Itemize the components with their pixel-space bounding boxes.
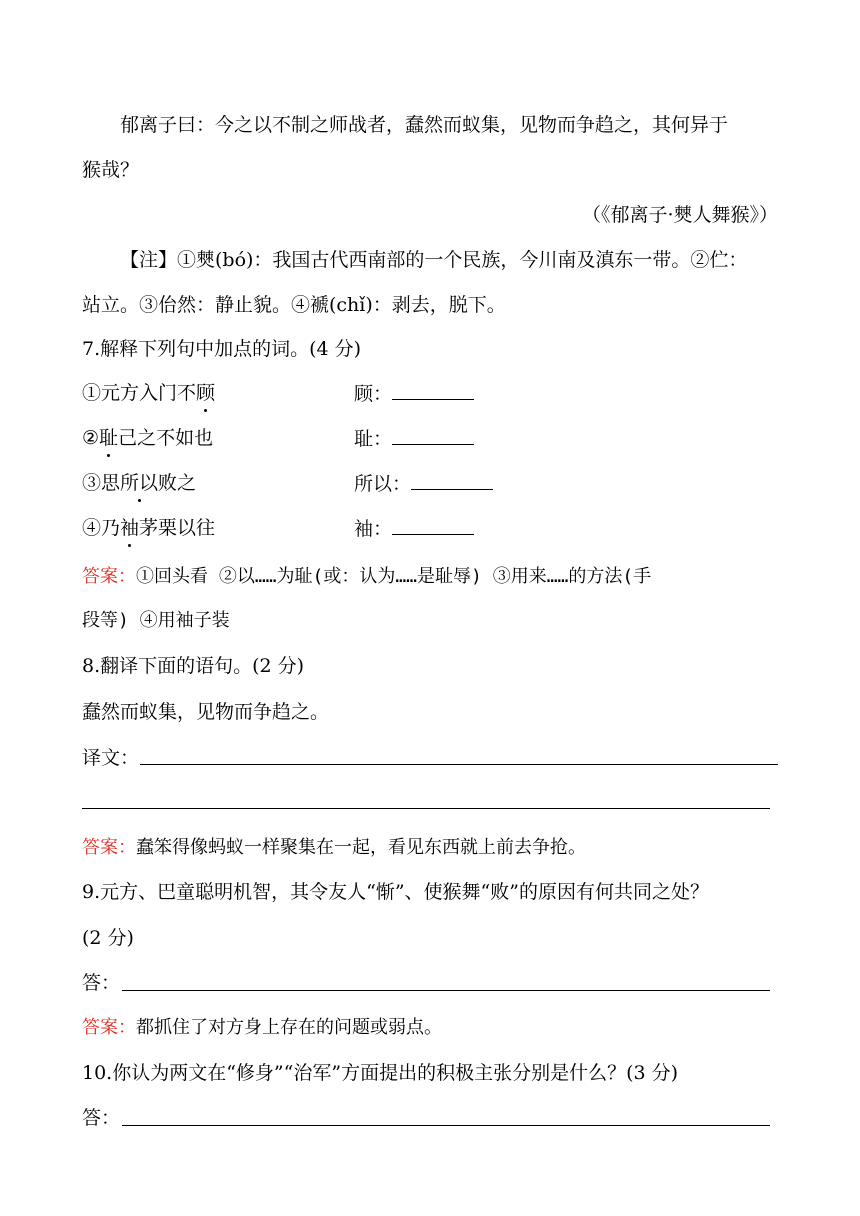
q8-answer: [82, 836, 586, 860]
q7-item-3-blank[interactable]: [411, 471, 493, 490]
q8-answer-text: 蠢笨得像蚂蚁一样聚集在一起，看见东西就上前去争抢。: [136, 837, 586, 858]
q7-item-4-dotted-word: 袖: [120, 517, 140, 539]
q7-item-2-blank[interactable]: [392, 426, 474, 445]
q10-answer-line[interactable]: [122, 1125, 770, 1126]
q9-answer-label: 答案：: [82, 1017, 136, 1038]
q7-item-4-answer-field: [354, 516, 474, 541]
q8-prompt: 译文：: [82, 747, 140, 769]
q8-answer-label: 答案：: [82, 837, 136, 858]
q7-item-2-answer-field: [354, 426, 474, 451]
q9-answer: [82, 1016, 442, 1040]
q7-answer-line-2: 段等) ④用袖子装: [82, 610, 230, 631]
q7-item-1-label: 顾：: [354, 383, 393, 405]
q9-title: 9.元方、巴童聪明机智，其令友人“惭”、使猴舞“败”的原因有何共同之处？: [82, 881, 709, 903]
q7-item-1: [82, 381, 782, 405]
q7-item-4-post: 茅栗以往: [139, 517, 216, 539]
q7-item-2-dotted-word: 耻: [99, 427, 119, 449]
q7-item-3-dotted-word: 所以: [120, 472, 159, 494]
q9-answer-line[interactable]: [122, 990, 770, 991]
q7-item-2-label: 耻：: [354, 428, 393, 450]
q8-translation-line-2[interactable]: [82, 808, 770, 809]
q7-item-3-pre: ③思: [82, 472, 121, 494]
q7-item-1-blank[interactable]: [392, 381, 474, 400]
q9-prompt: 答：: [82, 972, 121, 994]
q7-item-2-pre: ②: [82, 427, 100, 449]
q7-item-4: [82, 516, 782, 540]
q7-item-3: [82, 471, 782, 495]
q10-title: 10.你认为两文在“修身”“治军”方面提出的积极主张分别是什么？(3 分): [82, 1062, 679, 1084]
q7-item-3-post: 败之: [158, 472, 197, 494]
q7-item-2: [82, 426, 782, 450]
passage-line-1: 郁离子曰：今之以不制之师战者，蠢然而蚁集，见物而争趋之，其何异于: [120, 114, 729, 136]
passage-line-2: 猴哉？: [82, 159, 140, 181]
q7-item-2-post: 己之不如也: [118, 427, 214, 449]
q7-answer-line-1: [82, 565, 651, 589]
q7-item-1-pre: ①元方入门不: [82, 382, 197, 404]
note-line-2: 站立。③佁然：静止貌。④褫(chǐ)：剥去，脱下。: [82, 294, 506, 316]
q9-score: (2 分): [82, 927, 134, 949]
q10-prompt: 答：: [82, 1107, 121, 1129]
q7-item-4-label: 袖：: [354, 518, 393, 540]
note-line-1: 【注】①僰(bó)：我国古代西南部的一个民族，今川南及滇东一带。②伫：: [120, 249, 748, 271]
q7-item-3-answer-field: [354, 471, 493, 496]
q7-answer-text-1: ①回头看 ②以……为耻(或：认为……是耻辱) ③用来……的方法(手: [136, 566, 652, 587]
q7-item-1-answer-field: [354, 381, 474, 406]
q8-sentence: 蠢然而蚁集，见物而争趋之。: [82, 701, 330, 723]
q7-item-1-dotted-word: 顾: [196, 382, 216, 404]
q7-title: 7.解释下列句中加点的词。(4 分): [82, 338, 362, 360]
q8-translation-line-1[interactable]: [140, 764, 778, 765]
q8-title: 8.翻译下面的语句。(2 分): [82, 655, 305, 677]
passage-source: （《郁离子·僰人舞猴》）: [581, 204, 778, 226]
q7-item-3-label: 所以：: [354, 473, 412, 495]
q9-answer-text: 都抓住了对方身上存在的问题或弱点。: [136, 1017, 442, 1038]
q7-item-4-blank[interactable]: [392, 516, 474, 535]
q7-item-4-pre: ④乃: [82, 517, 121, 539]
q7-answer-label: 答案：: [82, 566, 136, 587]
